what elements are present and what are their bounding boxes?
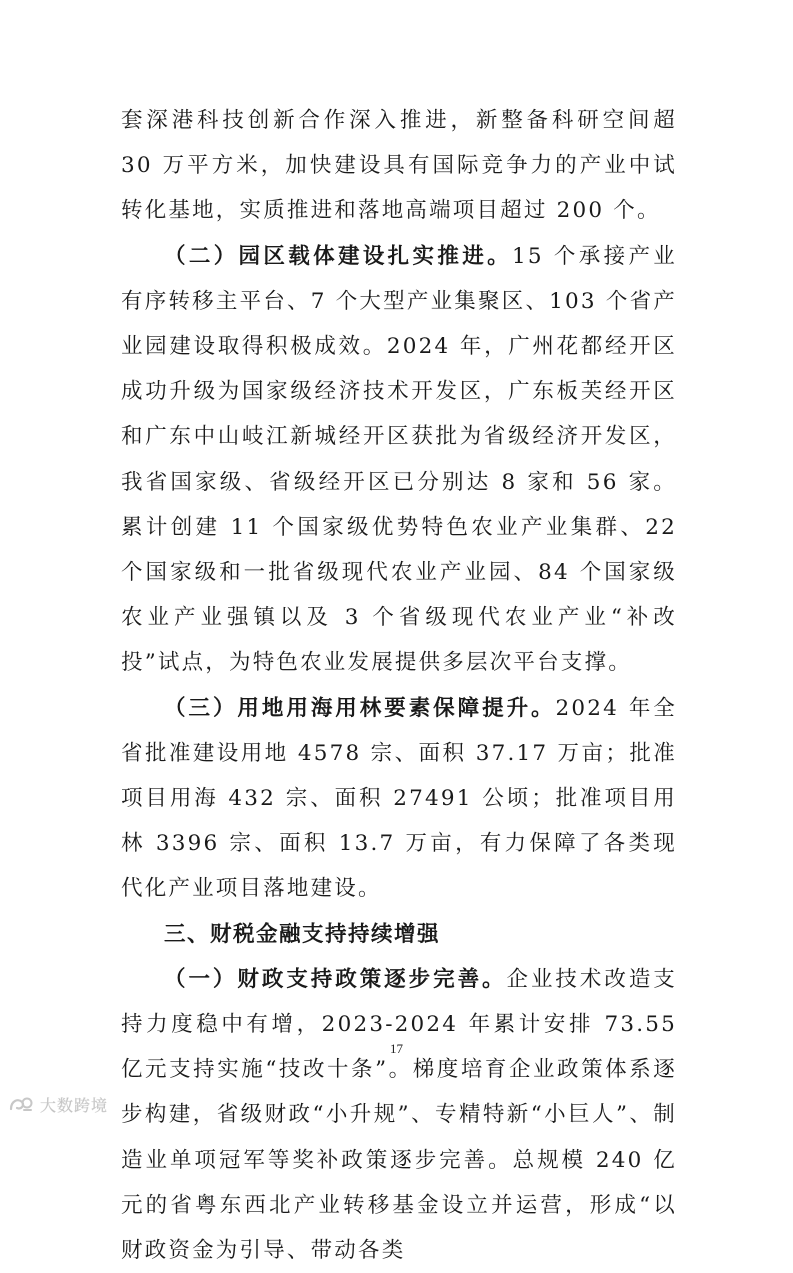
paragraph-body: 15 个承接产业有序转移主平台、7 个大型产业集聚区、103 个省产业园建设取得积极成效。2024 年，广州花都经开区成功升级为国家级经济技术开发区，广东板芙经开区和广东中山岐江新城经开区获批为省级经济开发区，我省国家级、省级经开区已分别达 8 家和 56 家。累计创建 11 个国家级优势特色农业产业集群、22 个国家级和一批省级现代农业产业园、84 个国家级农业产业强镇以及 3 个省级现代农业产业“补改投”试点，为特色农业发展提供多层次平台支撑。	[121, 243, 677, 676]
paragraph-fiscal-policy	[121, 957, 677, 1273]
paragraph-heading: （三）用地用海用林要素保障提升。	[164, 695, 556, 721]
paragraph-heading: （二）园区载体建设扎实推进。	[164, 243, 512, 269]
paragraph-body: 企业技术改造支持力度稳中有增，2023-2024 年累计安排 73.55 亿元支持实施“技改十条”。梯度培育企业政策体系逐步构建，省级财政“小升规”、专精特新“小巨人”、制造业单项冠军等奖补政策逐步完善。总规模 240 亿元的省粤东西北产业转移基金设立并运营，形成“以财政资金为引导、带动各类	[121, 966, 677, 1264]
paragraph-heading: （一）财政支持政策逐步完善。	[164, 966, 507, 992]
watermark-text: 大数跨境	[40, 1096, 109, 1115]
watermark-logo-icon	[8, 1095, 34, 1115]
paragraph-continued: 套深港科技创新合作深入推进，新整备科研空间超 30 万平方米，加快建设具有国际竞争力的产业中试转化基地，实质推进和落地高端项目超过 200 个。	[121, 108, 677, 224]
page-number: 17	[390, 1041, 403, 1056]
document-body	[121, 98, 677, 1273]
watermark	[8, 1093, 108, 1116]
section-heading: 三、财税金融支持持续增强	[164, 921, 441, 947]
paragraph-land-sea-forest	[121, 686, 677, 912]
paragraph-park-carriers	[121, 234, 677, 686]
paragraph-body: 2024 年全省批准建设用地 4578 宗、面积 37.17 万亩；批准项目用海 432 宗、面积 27491 公顷；批准项目用林 3396 宗、面积 13.7 万亩，有力保障了各类现代化产业项目落地建设。	[121, 695, 678, 902]
